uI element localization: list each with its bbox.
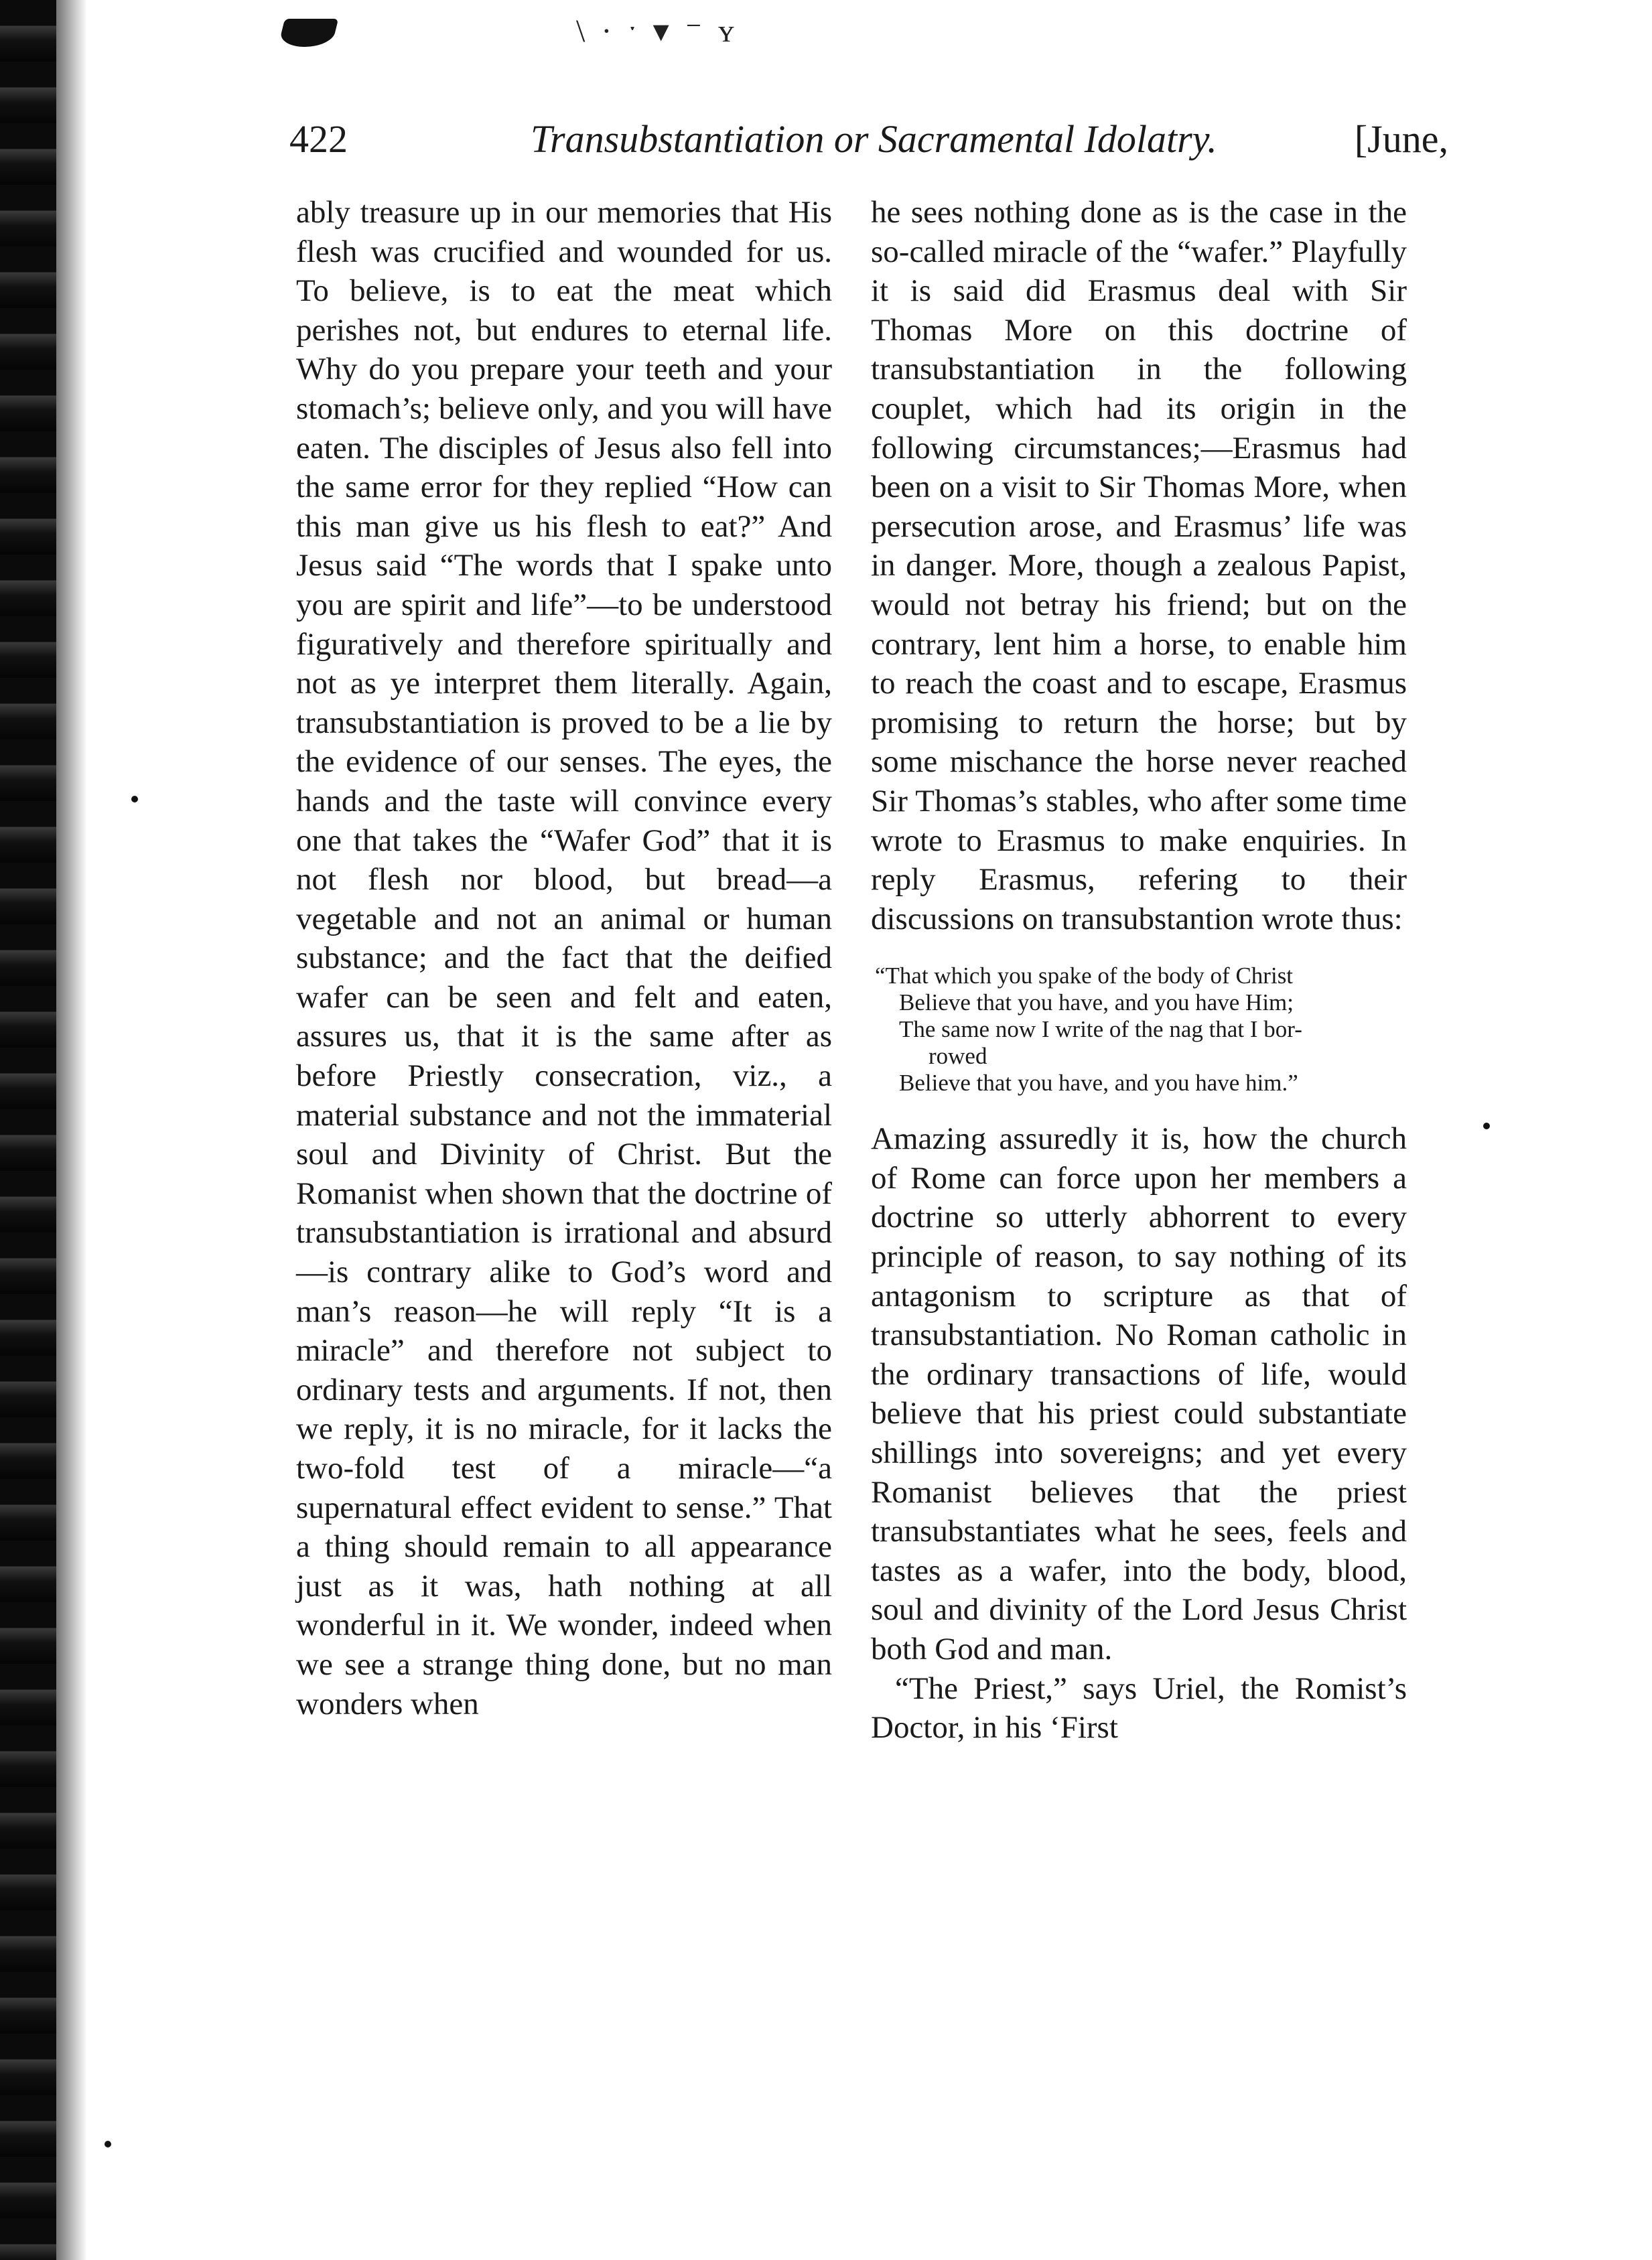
gutter-shadow: [56, 0, 87, 2260]
left-column: [296, 193, 832, 1723]
right-column-paragraph-2: Amazing assuredly it is, how the church of Rome can force upon her members a doctrine so utterly abhorrent to every principle of reason, to say nothing of its antagonism to scripture as that of transubstantiation. No Roman catholic in the ordinary transactions of life, would believe that his priest could substantiate shillings into sovereigns; and yet every Romanist believes that the priest transubstantiates what he sees, feels and tastes as a wafer, into the body, blood, soul and divinity of the Lord Jesus Christ both God and man.: [871, 1121, 1407, 1667]
right-column: [871, 193, 1407, 1748]
left-column-paragraph: ably treasure up in our memories that His flesh was crucified and wounded for us. To believe, is to eat the meat which perishes not, but endures to eternal life. Why do you prepare your teeth and your stomach’s; believe only, and you will have eaten. The disciples of Jesus also fell into the same error for they replied “How can this man give us his flesh to eat?” And Jesus said “The words that I spake unto you are spirit and life”—to be understood figuratively and therefore spiritually and not as ye interpret them literally. Again, transubstantiation is proved to be a lie by the evidence of our senses. The eyes, the hands and the taste will convince every one that takes the “Wafer God” that it is not flesh nor blood, but bread—a vegetable and not an animal or human substance; and the fact that the deified wafer can be seen and felt and eaten, assures us, that it is the same after as before Priestly consecration, viz., a material substance and not the immaterial soul and Divinity of Christ. But the Romanist when shown that the doctrine of transubstantiation is irrational and absurd—is contrary alike to God’s word and man’s reason—he will reply “It is a miracle” and therefore not subject to ordinary tests and arguments. If not, then we reply, it is no miracle, for it lacks the two-fold test of a miracle—“a supernatural effect evident to sense.” That a thing should remain to all appearance just as it was, hath nothing at all wonderful in it. We wonder, indeed when we see a strange thing done, but no man wonders when: [296, 195, 832, 1721]
book-spine-shadow: [0, 0, 56, 2260]
right-column-paragraph-3: “The Priest,” says Uriel, the Romist’s Doctor, in his ‘First: [871, 1671, 1407, 1746]
stray-mark: [131, 796, 138, 802]
page-number: 422: [289, 117, 348, 161]
ink-blot: [278, 19, 338, 47]
verse-line: “That which you spake of the body of Christ: [875, 963, 1294, 989]
verse-line: rowed: [928, 1043, 987, 1070]
page-header: [289, 113, 1448, 166]
verse-line: Believe that you have, and you have Him;: [899, 989, 1294, 1016]
quoted-couplet: [875, 963, 1407, 1097]
verse-line: Believe that you have, and you have him.”: [899, 1070, 1298, 1097]
stray-mark: [105, 2141, 111, 2147]
date-mark: [June,: [1354, 117, 1448, 161]
right-column-paragraph-1: he sees nothing done as is the case in the so-called miracle of the “wafer.” Playfully it is said did Erasmus deal with Sir Thomas More on this doctrine of transubstantiation in the following couplet, which had its origin in the following circumstances;—Erasmus had been on a visit to Sir Thomas More, when persecution arose, and Erasmus’ life was in danger. More, though a zealous Papist, would not betray his friend; but on the contrary, lent him a horse, to enable him to reach the coast and to escape, Erasmus promising to return the horse; but by some mischance the horse never reached Sir Thomas’s stables, who after some time wrote to Erasmus to make enquiries. In reply Erasmus, refering to their discussions on transubstantion wrote thus:: [871, 195, 1407, 936]
running-title: Transubstantiation or Sacramental Idolatry.: [531, 117, 1217, 161]
verse-line: The same now I write of the nag that I bor-: [899, 1016, 1302, 1043]
ink-specks: \ · ˑ ▾ ⁻ ʏ: [576, 13, 738, 49]
stray-mark: [1483, 1123, 1490, 1129]
